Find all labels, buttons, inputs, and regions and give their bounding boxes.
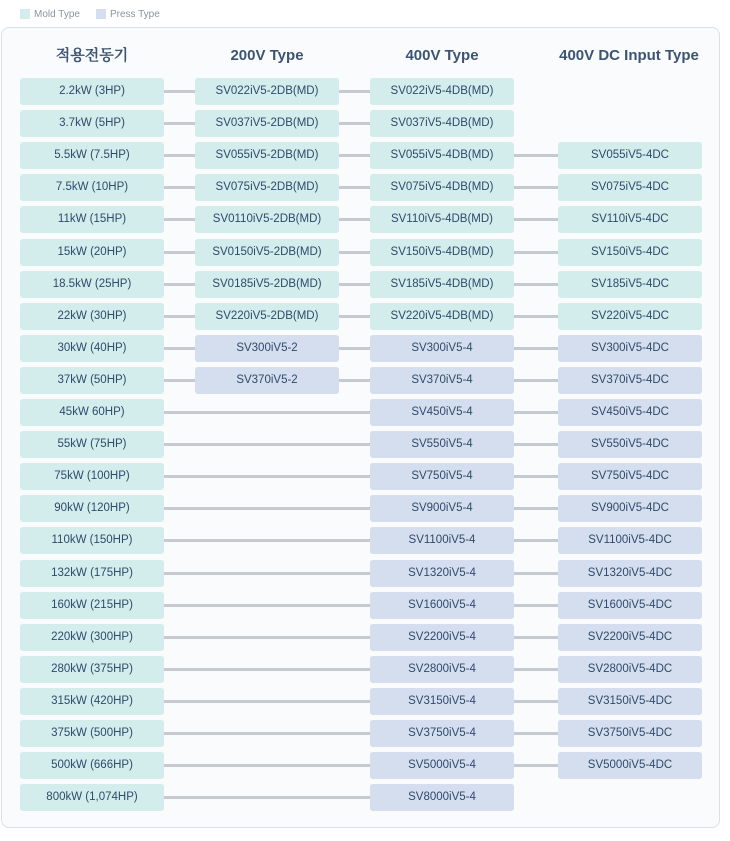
connector-line	[164, 604, 370, 607]
motor-cell: 220kW (300HP)	[20, 624, 164, 651]
model-200v-cell: SV022iV5-2DB(MD)	[195, 78, 339, 105]
legend-label-mold: Mold Type	[34, 8, 80, 20]
model-400v-cell: SV550iV5-4	[370, 431, 514, 458]
connector-line	[514, 218, 558, 221]
connector-line	[514, 475, 558, 478]
connector-line	[164, 796, 370, 799]
model-200v-cell: SV0185iV5-2DB(MD)	[195, 271, 339, 298]
mold-swatch-icon	[20, 9, 30, 19]
model-400v-cell: SV037iV5-4DB(MD)	[370, 110, 514, 137]
connector-line	[164, 539, 370, 542]
model-400v-dc-cell: SV900iV5-4DC	[558, 495, 702, 522]
model-400v-cell: SV450iV5-4	[370, 399, 514, 426]
connector-line	[164, 572, 370, 575]
connector-line	[164, 90, 195, 93]
connector-line	[514, 347, 558, 350]
motor-cell: 15kW (20HP)	[20, 239, 164, 266]
model-200v-cell: SV0150iV5-2DB(MD)	[195, 239, 339, 266]
connector-line	[164, 475, 370, 478]
connector-line	[514, 732, 558, 735]
motor-cell: 75kW (100HP)	[20, 463, 164, 490]
connector-line	[339, 379, 370, 382]
motor-cell: 90kW (120HP)	[20, 495, 164, 522]
motor-cell: 2.2kW (3HP)	[20, 78, 164, 105]
model-400v-dc-cell: SV550iV5-4DC	[558, 431, 702, 458]
motor-cell: 55kW (75HP)	[20, 431, 164, 458]
connector-line	[514, 764, 558, 767]
connector-line	[514, 443, 558, 446]
motor-cell: 160kW (215HP)	[20, 592, 164, 619]
connector-line	[514, 154, 558, 157]
connector-line	[514, 572, 558, 575]
motor-cell: 45kW 60HP)	[20, 399, 164, 426]
connector-line	[164, 668, 370, 671]
connector-line	[164, 154, 195, 157]
model-400v-cell: SV022iV5-4DB(MD)	[370, 78, 514, 105]
connector-line	[514, 251, 558, 254]
connector-line	[164, 218, 195, 221]
legend-label-press: Press Type	[109, 8, 160, 20]
connector-line	[164, 764, 370, 767]
header-motor: 적용전동기	[55, 47, 129, 64]
press-swatch-icon	[96, 9, 106, 19]
model-400v-dc-cell: SV220iV5-4DC	[558, 303, 702, 330]
model-400v-dc-cell: SV450iV5-4DC	[558, 399, 702, 426]
motor-cell: 7.5kW (10HP)	[20, 174, 164, 201]
motor-cell: 375kW (500HP)	[20, 720, 164, 747]
header-200v: 200V Type	[230, 47, 304, 64]
model-400v-cell: SV1600iV5-4	[370, 592, 514, 619]
motor-cell: 110kW (150HP)	[20, 527, 164, 554]
model-200v-cell: SV037iV5-2DB(MD)	[195, 110, 339, 137]
header-400v: 400V Type	[405, 47, 479, 64]
model-400v-dc-cell: SV3750iV5-4DC	[558, 720, 702, 747]
model-200v-cell: SV0110iV5-2DB(MD)	[195, 206, 339, 233]
model-400v-cell: SV1100iV5-4	[370, 527, 514, 554]
model-400v-cell: SV300iV5-4	[370, 335, 514, 362]
connector-line	[514, 186, 558, 189]
model-400v-cell: SV370iV5-4	[370, 367, 514, 394]
connector-line	[339, 122, 370, 125]
connector-line	[164, 507, 370, 510]
motor-cell: 30kW (40HP)	[20, 335, 164, 362]
connector-line	[339, 154, 370, 157]
model-400v-dc-cell: SV185iV5-4DC	[558, 271, 702, 298]
connector-line	[339, 186, 370, 189]
connector-line	[339, 90, 370, 93]
connector-line	[164, 732, 370, 735]
connector-line	[514, 507, 558, 510]
connector-line	[339, 251, 370, 254]
connector-line	[164, 411, 370, 414]
model-400v-dc-cell: SV075iV5-4DC	[558, 174, 702, 201]
motor-cell: 22kW (30HP)	[20, 303, 164, 330]
connector-line	[514, 668, 558, 671]
connector-line	[164, 347, 195, 350]
connector-line	[164, 315, 195, 318]
motor-cell: 3.7kW (5HP)	[20, 110, 164, 137]
model-400v-cell: SV110iV5-4DB(MD)	[370, 206, 514, 233]
model-400v-cell: SV750iV5-4	[370, 463, 514, 490]
connector-line	[164, 186, 195, 189]
connector-line	[339, 315, 370, 318]
motor-cell: 18.5kW (25HP)	[20, 271, 164, 298]
connector-line	[339, 347, 370, 350]
connector-line	[514, 539, 558, 542]
model-400v-dc-cell: SV110iV5-4DC	[558, 206, 702, 233]
model-400v-dc-cell: SV150iV5-4DC	[558, 239, 702, 266]
model-400v-cell: SV3150iV5-4	[370, 688, 514, 715]
model-400v-cell: SV055iV5-4DB(MD)	[370, 142, 514, 169]
connector-line	[164, 636, 370, 639]
connector-line	[164, 379, 195, 382]
model-400v-cell: SV8000iV5-4	[370, 784, 514, 811]
model-400v-dc-cell: SV1320iV5-4DC	[558, 560, 702, 587]
legend-item-press	[96, 9, 160, 20]
model-200v-cell: SV055iV5-2DB(MD)	[195, 142, 339, 169]
legend	[20, 7, 176, 21]
motor-cell: 315kW (420HP)	[20, 688, 164, 715]
model-200v-cell: SV300iV5-2	[195, 335, 339, 362]
model-400v-dc-cell: SV3150iV5-4DC	[558, 688, 702, 715]
connector-line	[514, 700, 558, 703]
model-400v-cell: SV075iV5-4DB(MD)	[370, 174, 514, 201]
model-200v-cell: SV075iV5-2DB(MD)	[195, 174, 339, 201]
model-400v-cell: SV150iV5-4DB(MD)	[370, 239, 514, 266]
connector-line	[164, 251, 195, 254]
connector-line	[514, 604, 558, 607]
connector-line	[514, 636, 558, 639]
model-400v-cell: SV2800iV5-4	[370, 656, 514, 683]
motor-cell: 37kW (50HP)	[20, 367, 164, 394]
connector-line	[514, 379, 558, 382]
model-400v-dc-cell: SV370iV5-4DC	[558, 367, 702, 394]
model-400v-cell: SV900iV5-4	[370, 495, 514, 522]
legend-item-mold	[20, 9, 80, 20]
connector-line	[164, 700, 370, 703]
connector-line	[514, 411, 558, 414]
motor-cell: 11kW (15HP)	[20, 206, 164, 233]
model-400v-cell: SV220iV5-4DB(MD)	[370, 303, 514, 330]
connector-line	[339, 218, 370, 221]
motor-cell: 280kW (375HP)	[20, 656, 164, 683]
connector-line	[164, 443, 370, 446]
connector-line	[164, 122, 195, 125]
model-400v-cell: SV1320iV5-4	[370, 560, 514, 587]
model-400v-dc-cell: SV1100iV5-4DC	[558, 527, 702, 554]
connector-line	[164, 283, 195, 286]
model-400v-dc-cell: SV300iV5-4DC	[558, 335, 702, 362]
model-400v-dc-cell: SV055iV5-4DC	[558, 142, 702, 169]
motor-cell: 500kW (666HP)	[20, 752, 164, 779]
connector-line	[514, 283, 558, 286]
model-400v-cell: SV185iV5-4DB(MD)	[370, 271, 514, 298]
model-400v-cell: SV5000iV5-4	[370, 752, 514, 779]
connector-line	[339, 283, 370, 286]
model-200v-cell: SV370iV5-2	[195, 367, 339, 394]
header-400v-dc: 400V DC Input Type	[559, 47, 699, 64]
model-400v-dc-cell: SV1600iV5-4DC	[558, 592, 702, 619]
model-200v-cell: SV220iV5-2DB(MD)	[195, 303, 339, 330]
model-400v-dc-cell: SV2200iV5-4DC	[558, 624, 702, 651]
model-400v-cell: SV3750iV5-4	[370, 720, 514, 747]
model-400v-cell: SV2200iV5-4	[370, 624, 514, 651]
model-400v-dc-cell: SV5000iV5-4DC	[558, 752, 702, 779]
model-400v-dc-cell: SV750iV5-4DC	[558, 463, 702, 490]
model-400v-dc-cell: SV2800iV5-4DC	[558, 656, 702, 683]
connector-line	[514, 315, 558, 318]
motor-cell: 5.5kW (7.5HP)	[20, 142, 164, 169]
motor-cell: 800kW (1,074HP)	[20, 784, 164, 811]
motor-cell: 132kW (175HP)	[20, 560, 164, 587]
